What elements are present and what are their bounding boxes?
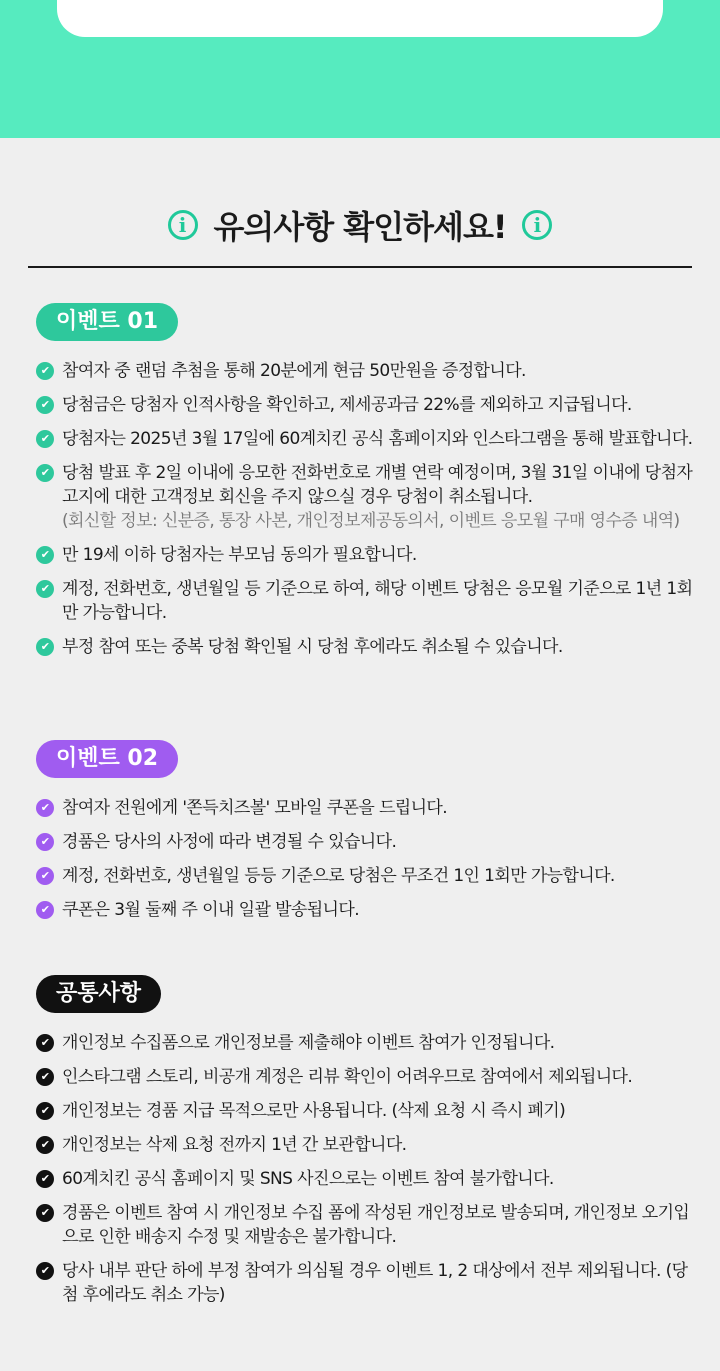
common-badge: 공통사항 <box>36 975 161 1013</box>
item-text: 개인정보는 경품 지급 목적으로만 사용됩니다. (삭제 요청 시 즉시 폐기) <box>62 1101 566 1121</box>
common-list <box>36 1031 696 1307</box>
check-icon: ✔ <box>36 867 54 885</box>
check-icon: ✔ <box>36 1102 54 1120</box>
item-text: 60계치킨 공식 홈페이지 및 SNS 사진으로는 이벤트 참여 불가합니다. <box>62 1169 554 1189</box>
list-item <box>36 898 696 922</box>
event1-list <box>36 359 696 659</box>
common-section <box>36 975 696 1317</box>
list-item <box>36 461 696 533</box>
list-item <box>36 427 696 451</box>
check-icon: ✔ <box>36 1136 54 1154</box>
check-icon: ✔ <box>36 464 54 482</box>
top-white-card <box>57 0 663 37</box>
check-icon: ✔ <box>36 580 54 598</box>
check-icon: ✔ <box>36 1068 54 1086</box>
item-text: 인스타그램 스토리, 비공개 계정은 리뷰 확인이 어려우므로 참여에서 제외됩니다. <box>62 1067 633 1087</box>
check-icon: ✔ <box>36 1034 54 1052</box>
list-item <box>36 393 696 417</box>
list-item <box>36 359 696 383</box>
item-text: 참여자 전원에게 '쫀득치즈볼' 모바일 쿠폰을 드립니다. <box>62 798 448 818</box>
check-icon: ✔ <box>36 1262 54 1280</box>
list-item <box>36 864 696 888</box>
check-icon: ✔ <box>36 1204 54 1222</box>
top-banner-band <box>0 0 720 138</box>
event2-list <box>36 796 696 922</box>
item-text: 당사 내부 판단 하에 부정 참여가 의심될 경우 이벤트 1, 2 대상에서 전부 제외됩니다. (당첨 후에라도 취소 가능) <box>62 1261 688 1305</box>
event1-section <box>36 303 696 669</box>
check-icon: ✔ <box>36 1170 54 1188</box>
item-text: 경품은 이벤트 참여 시 개인정보 수집 폼에 작성된 개인정보로 발송되며, 개인정보 오기입으로 인한 배송지 수정 및 재발송은 불가합니다. <box>62 1203 690 1247</box>
list-item <box>36 1133 696 1157</box>
list-item <box>36 1031 696 1055</box>
check-icon: ✔ <box>36 799 54 817</box>
check-icon: ✔ <box>36 430 54 448</box>
check-icon: ✔ <box>36 362 54 380</box>
item-text: 경품은 당사의 사정에 따라 변경될 수 있습니다. <box>62 832 397 852</box>
event2-badge: 이벤트 02 <box>36 740 178 778</box>
item-text: 개인정보는 삭제 요청 전까지 1년 간 보관합니다. <box>62 1135 407 1155</box>
event1-badge: 이벤트 01 <box>36 303 178 341</box>
notice-title: 유의사항 확인하세요! <box>213 208 507 246</box>
item-text: 참여자 중 랜덤 추첨을 통해 20분에게 현금 50만원을 증정합니다. <box>62 361 526 381</box>
list-item <box>36 577 696 625</box>
item-text: 쿠폰은 3월 둘째 주 이내 일괄 발송됩니다. <box>62 900 359 920</box>
list-item <box>36 1259 696 1307</box>
divider <box>28 266 692 268</box>
item-text: 개인정보 수집폼으로 개인정보를 제출해야 이벤트 참여가 인정됩니다. <box>62 1033 555 1053</box>
check-icon: ✔ <box>36 833 54 851</box>
check-icon: ✔ <box>36 638 54 656</box>
list-item <box>36 1099 696 1123</box>
notice-heading <box>0 200 720 250</box>
item-text: 당첨 발표 후 2일 이내에 응모한 전화번호로 개별 연락 예정이며, 3월 31일 이내에 당첨자 고지에 대한 고객정보 회신을 주지 않으실 경우 당첨이 취소됩니다. <box>62 463 693 507</box>
list-item <box>36 796 696 820</box>
check-icon: ✔ <box>36 901 54 919</box>
info-icon: i <box>168 210 198 240</box>
list-item <box>36 1065 696 1089</box>
item-text: 부정 참여 또는 중복 당첨 확인될 시 당첨 후에라도 취소될 수 있습니다. <box>62 637 563 657</box>
list-item <box>36 1201 696 1249</box>
list-item <box>36 543 696 567</box>
item-text: 당첨금은 당첨자 인적사항을 확인하고, 제세공과금 22%를 제외하고 지급됩니다. <box>62 395 632 415</box>
item-text: 계정, 전화번호, 생년월일 등 기준으로 하여, 해당 이벤트 당첨은 응모월 기준으로 1년 1회만 가능합니다. <box>62 579 693 623</box>
check-icon: ✔ <box>36 396 54 414</box>
list-item <box>36 635 696 659</box>
item-text: 당첨자는 2025년 3월 17일에 60계치킨 공식 홈페이지와 인스타그램을 통해 발표합니다. <box>62 429 693 449</box>
list-item <box>36 830 696 854</box>
info-icon: i <box>522 210 552 240</box>
check-icon: ✔ <box>36 546 54 564</box>
item-text: 만 19세 이하 당첨자는 부모님 동의가 필요합니다. <box>62 545 417 565</box>
item-note: (회신할 정보: 신분증, 통장 사본, 개인정보제공동의서, 이벤트 응모월 구매 영수증 내역) <box>62 511 680 531</box>
list-item <box>36 1167 696 1191</box>
item-text: 계정, 전화번호, 생년월일 등등 기준으로 당첨은 무조건 1인 1회만 가능합니다. <box>62 866 615 886</box>
event2-section <box>36 740 696 932</box>
